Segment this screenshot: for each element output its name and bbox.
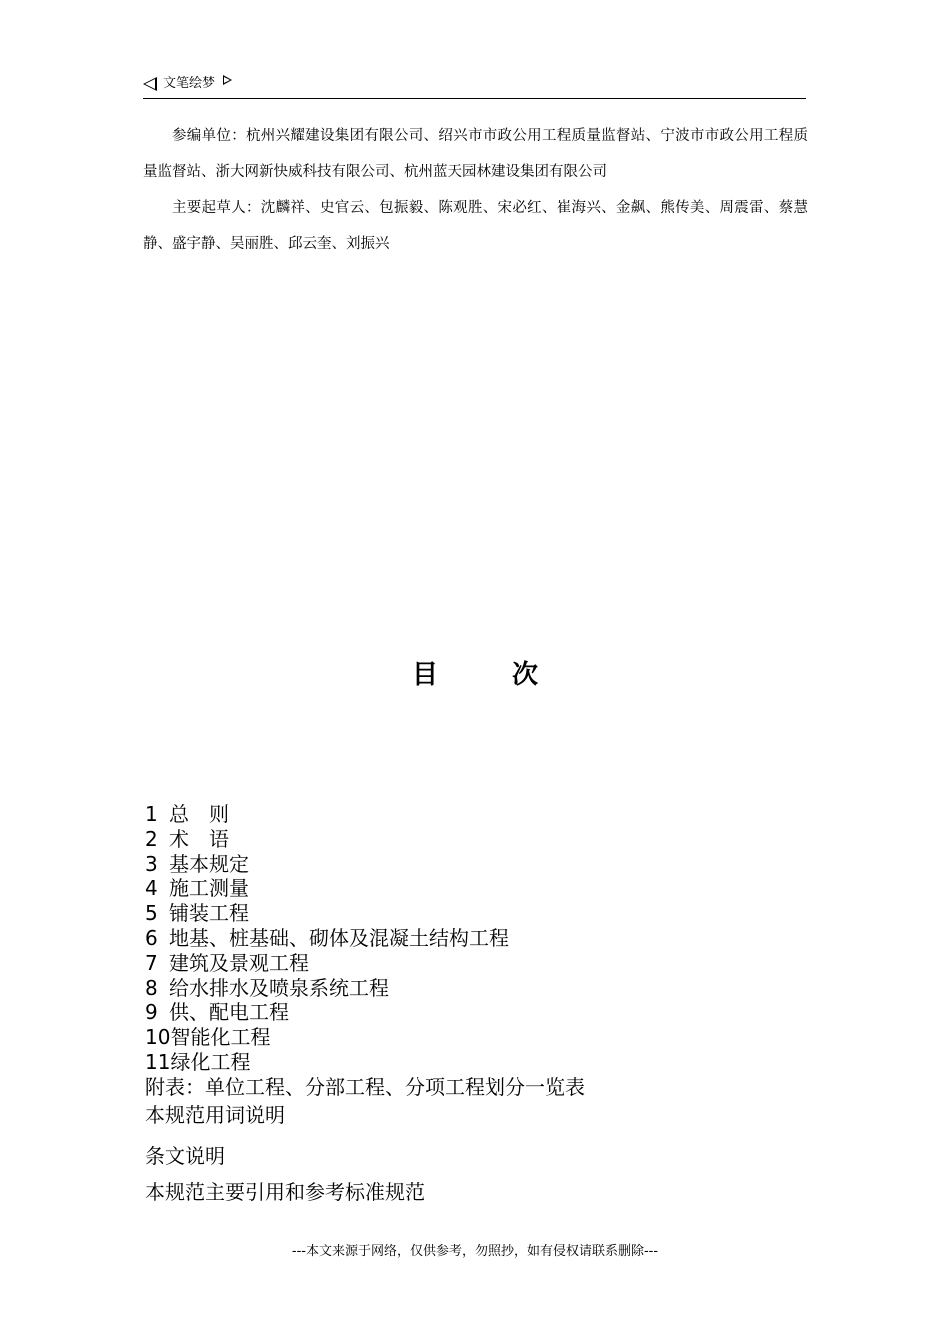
toc-item-number: 5 (145, 901, 158, 926)
credits-section (143, 118, 808, 262)
toc-item[interactable] (145, 852, 585, 877)
toc-item-number: 6 (145, 925, 158, 950)
toc-item-label: 术 语 (169, 826, 229, 851)
page-header (143, 70, 806, 99)
toc-item[interactable] (145, 1025, 585, 1050)
toc-item[interactable] (145, 802, 585, 827)
toc-item-label: 地基、桩基础、砌体及混凝土结构工程 (169, 925, 509, 950)
toc-item-number: 3 (145, 851, 158, 876)
toc-item-label: 基本规定 (169, 851, 249, 876)
toc-references[interactable]: 本规范主要引用和参考标准规范 (145, 1179, 425, 1204)
toc-item-number: 10 (145, 1025, 171, 1050)
toc-item-number: 2 (145, 826, 158, 851)
triangle-left-icon (143, 77, 157, 91)
triangle-right-icon (223, 75, 232, 85)
main-drafters: 主要起草人：沈麟祥、史官云、包振毅、陈观胜、宋必红、崔海兴、金飙、熊传美、周震雷、蔡慧静、盛宇静、吴丽胜、邱云奎、刘振兴 (143, 200, 808, 252)
toc-item-number: 11 (145, 1049, 171, 1074)
toc-item-number: 1 (145, 802, 158, 826)
toc-item-label: 总 则 (169, 802, 229, 826)
toc-item-number: 4 (145, 876, 158, 901)
participating-units: 参编单位：杭州兴耀建设集团有限公司、绍兴市市政公用工程质量监督站、宁波市市政公用工程质量监督站、浙大网新快威科技有限公司、杭州蓝天园林建设集团有限公司 (143, 128, 808, 180)
toc-list (145, 802, 585, 1210)
toc-item[interactable] (145, 876, 585, 901)
toc-item-number: 9 (145, 1000, 158, 1025)
toc-item[interactable] (145, 1000, 585, 1025)
toc-explanation[interactable]: 条文说明 (145, 1143, 225, 1168)
header-title: 文笔绘梦 (163, 76, 216, 91)
toc-item[interactable] (145, 827, 585, 852)
toc-title-left: 目 (411, 660, 438, 690)
toc-item-label: 智能化工程 (170, 1025, 271, 1050)
toc-item[interactable] (145, 1050, 585, 1075)
toc-appendix[interactable]: 附表：单位工程、分部工程、分项工程划分一览表 (145, 1074, 585, 1099)
toc-title (0, 655, 950, 695)
toc-item[interactable] (145, 901, 585, 926)
toc-item-label: 供、配电工程 (169, 1000, 289, 1025)
toc-item-number: 8 (145, 975, 158, 1000)
toc-item-label: 铺装工程 (169, 901, 249, 926)
toc-item-label: 施工测量 (169, 876, 249, 901)
toc-title-right: 次 (512, 660, 539, 690)
toc-item[interactable] (145, 976, 585, 1001)
toc-item[interactable] (145, 951, 585, 976)
toc-item[interactable] (145, 926, 585, 951)
header-brand (143, 76, 232, 92)
toc-item-label: 建筑及景观工程 (169, 950, 309, 975)
toc-item-label: 绿化工程 (170, 1049, 251, 1074)
footer-notice: ---本文来源于网络，仅供参考，勿照抄，如有侵权请联系删除--- (291, 1244, 659, 1259)
toc-item-number: 7 (145, 950, 158, 975)
toc-item-label: 给水排水及喷泉系统工程 (169, 975, 389, 1000)
toc-terms[interactable]: 本规范用词说明 (145, 1102, 285, 1127)
